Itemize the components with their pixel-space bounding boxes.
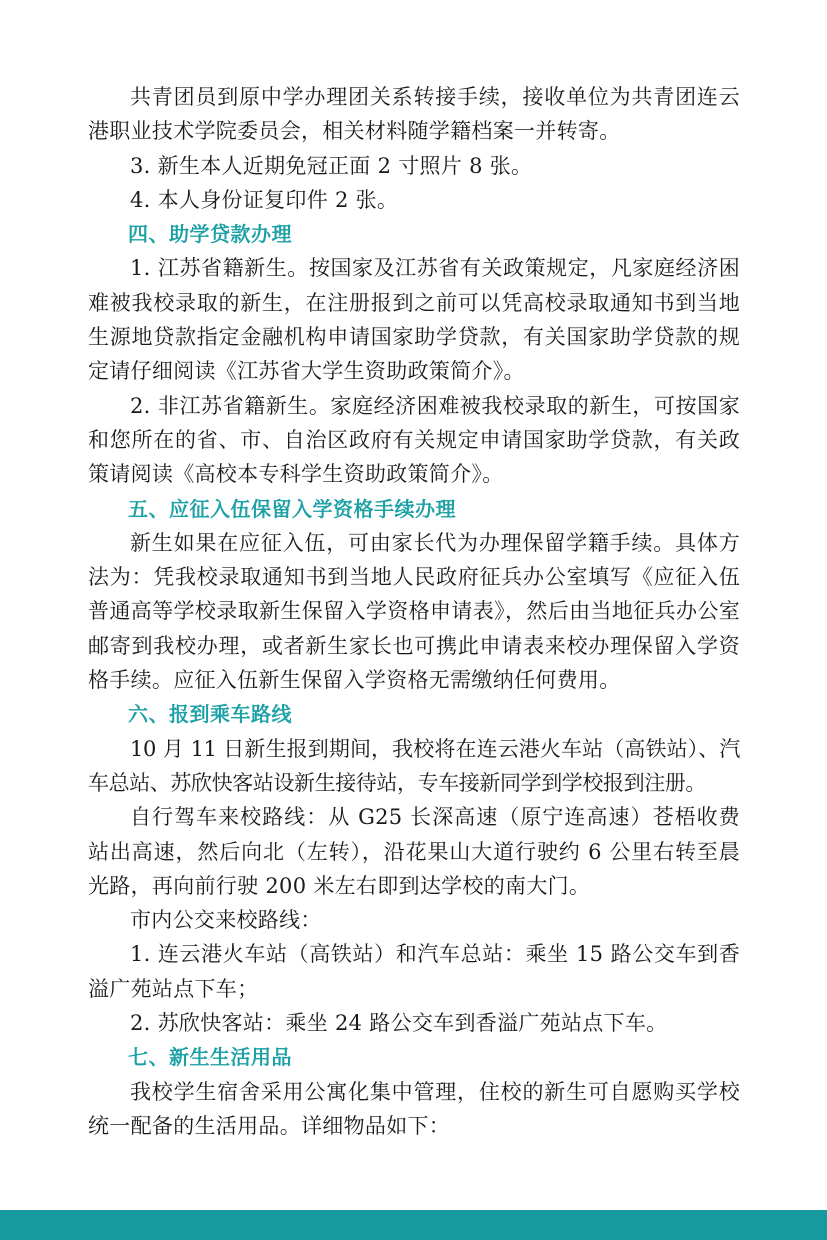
section-heading-transport: 六、报到乘车路线 [128, 702, 292, 727]
loan-non-jiangsu-item: 2. 非江苏省籍新生。家庭经济困难被我校录取的新生，可按国家和您所在的省、市、自治区政府有关规定申请国家助学贷款，有关政策请阅读《高校本专科学生资助政策简介》。 [88, 393, 740, 487]
bus-route-item-1: 1. 连云港火车站（高铁站）和汽车总站：乘坐 15 路公交车到香溢广苑站点下车； [88, 942, 740, 1001]
reception-para: 10 月 11 日新生报到期间，我校将在连云港火车站（高铁站）、汽车总站、苏欣快客站设新生接待站，专车接新同学到学校报到注册。 [88, 736, 740, 795]
supplies-para: 我校学生宿舍采用公寓化集中管理，住校的新生可自愿购买学校统一配备的生活用品。详细物品如下： [88, 1079, 740, 1138]
section-heading-loan: 四、助学贷款办理 [128, 222, 292, 247]
loan-jiangsu-item: 1. 江苏省籍新生。按国家及江苏省有关政策规定，凡家庭经济困难被我校录取的新生，在注册报到之前可以凭高校录取通知书到当地生源地贷款指定金融机构申请国家助学贷款，有关国家助学贷款的规定请仔细阅读《江苏省大学生资助政策简介》。 [88, 256, 740, 384]
enlistment-para: 新生如果在应征入伍，可由家长代为办理保留学籍手续。具体方法为：凭我校录取通知书到当地人民政府征兵办公室填写《应征入伍普通高等学校录取新生保留入学资格申请表》，然后由当地征兵办公室邮寄到我校办理，或者新生家长也可携此申请表来校办理保留入学资格手续。应征入伍新生保留入学资格无需缴纳任何费用。 [88, 530, 740, 693]
bus-route-item-2: 2. 苏欣快客站：乘坐 24 路公交车到香溢广苑站点下车。 [130, 1011, 668, 1036]
document-body [88, 80, 740, 1143]
bus-route-intro: 市内公交来校路线： [130, 908, 322, 933]
photo-requirement-item: 3. 新生本人近期免冠正面 2 寸照片 8 张。 [130, 153, 533, 178]
section-heading-enlistment: 五、应征入伍保留入学资格手续办理 [128, 496, 456, 521]
league-transfer-para: 共青团员到原中学办理团关系转接手续，接收单位为共青团连云港职业技术学院委员会，相关材料随学籍档案一并转寄。 [88, 85, 740, 144]
driving-route-para: 自行驾车来校路线：从 G25 长深高速（原宁连高速）苍梧收费站出高速，然后向北（左转），沿花果山大道行驶约 6 公里右转至晨光路，再向前行驶 200 米左右即到达学校的南大门。 [88, 805, 740, 898]
footer-bar [0, 1210, 827, 1240]
id-copy-item: 4. 本人身份证复印件 2 张。 [130, 187, 399, 212]
section-heading-supplies: 七、新生生活用品 [128, 1045, 292, 1070]
